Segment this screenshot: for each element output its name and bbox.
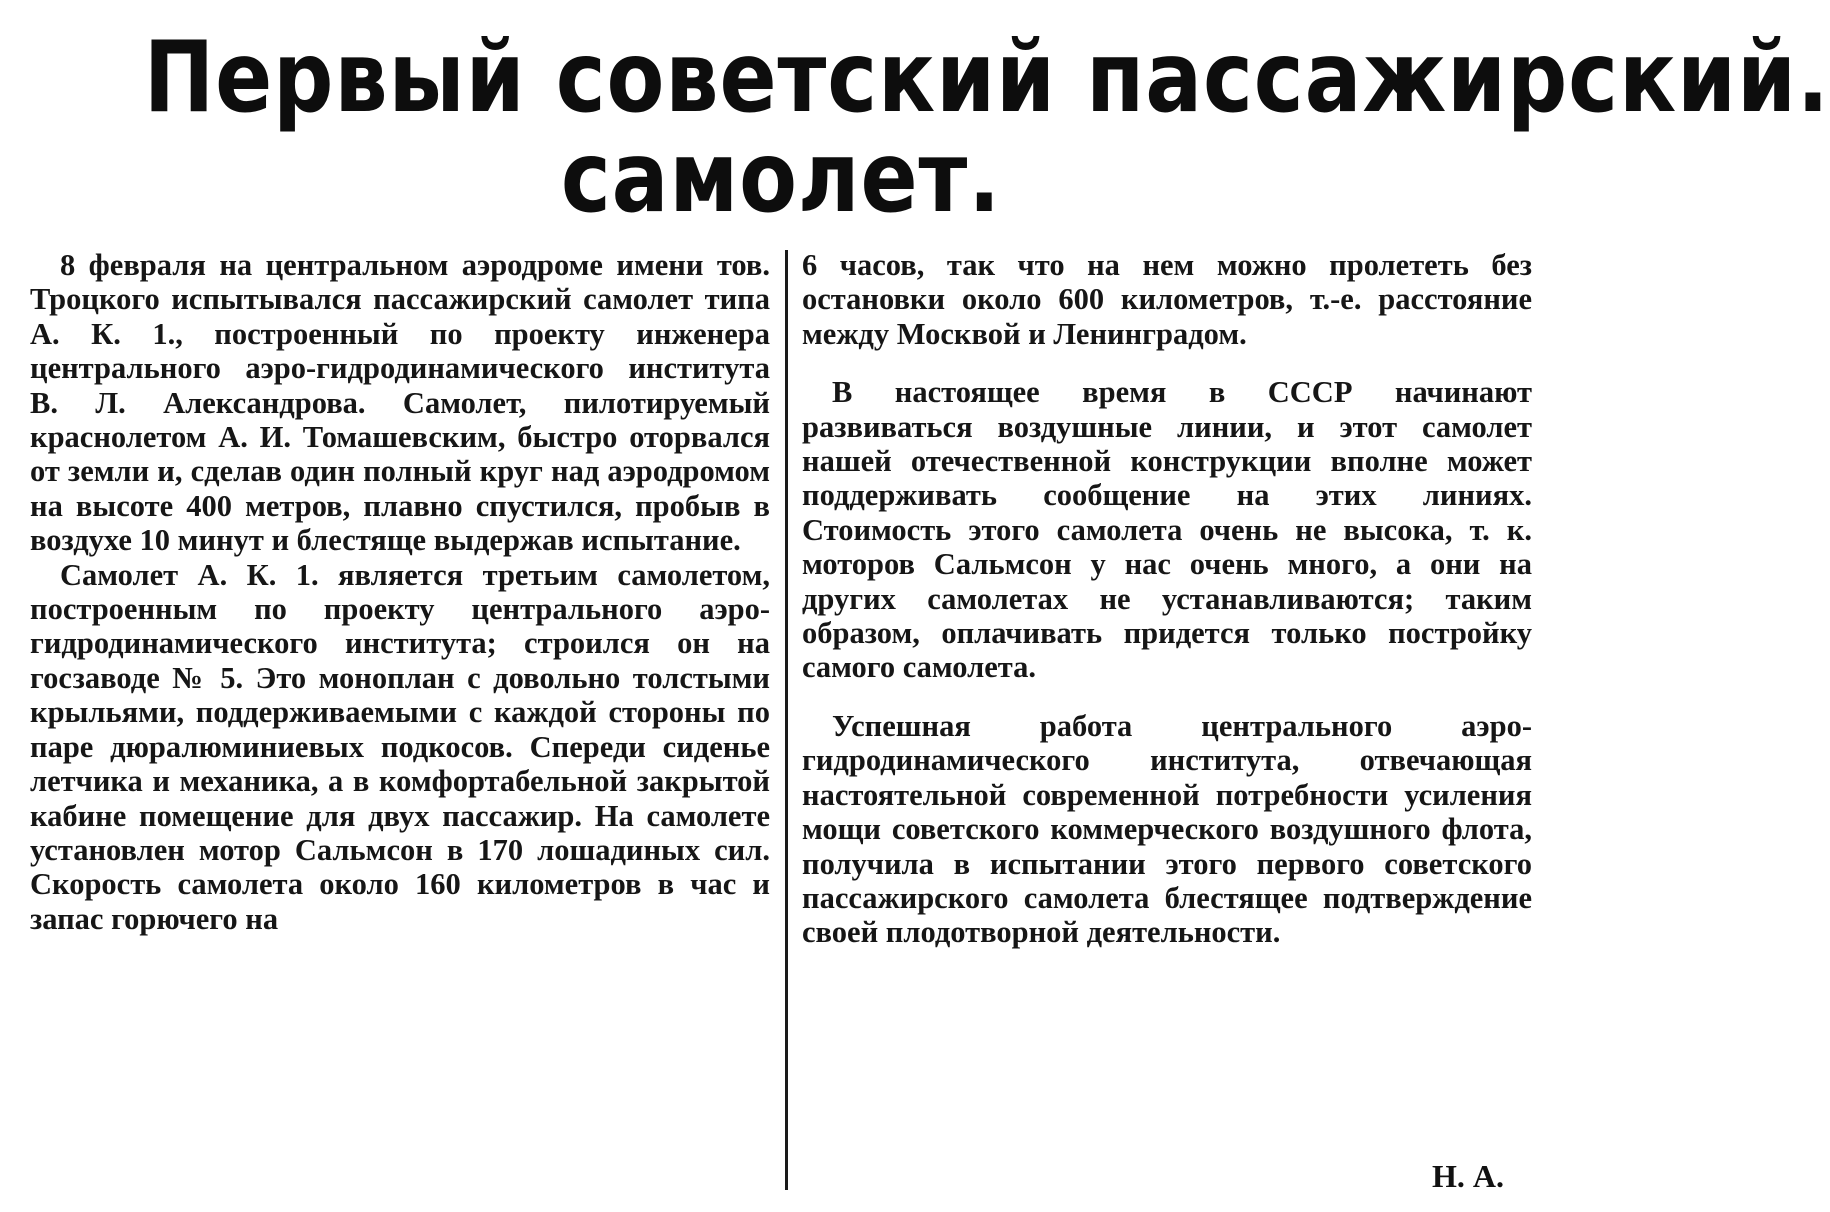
right-paragraph-3: Успешная работа центрального аэро-гидродинамического института, отвечающая настоятельной современной потребности усиления мощи советского коммерческого воздушного флота, получила в испытании этого первого советского пассажирского самолета блестящее подтверждение своей плодотворной деятельности.: [802, 708, 1532, 950]
left-paragraph-1: 8 февраля на центральном аэродроме имени тов. Троцкого испытывался пассажирский самолет типа А. К. 1., построенный по проекту инженера центрального аэро-гидродинамического института В. Л. Александрова. Самолет, пилотируемый краснолетом А. И. Томашевским, быстро оторвался от земли и, сделав один полный круг над аэродромом на высоте 400 метров, плавно спустился, пробыв в воздухе 10 минут и блестяще выдержав испытание.: [30, 248, 770, 558]
column-divider: [785, 250, 788, 1190]
right-column: [802, 248, 1532, 950]
headline-line-2: самолет.: [560, 121, 1002, 235]
right-paragraph-2: В настоящее время в СССР начинают развиваться воздушные линии, и этот самолет нашей отечественной конструкции вполне может поддерживать сообщение на этих линиях. Стоимость этого самолета очень не высока, т. к. моторов Сальмсон у нас очень много, а они на других самолетах не устанавливаются; таким образом, оплачивать придется только постройку самого самолета.: [802, 375, 1532, 685]
left-paragraph-2: Самолет А. К. 1. является третьим самолетом, построенным по проекту центрального аэро-гидродинамического института; строился он на госзаводе № 5. Это моноплан с довольно толстыми крыльями, поддерживаемыми с каждой стороны по паре дюралюминиевых подкосов. Спереди сиденье летчика и механика, а в комфортабельной закрытой кабине помещение для двух пассажир. На самолете установлен мотор Сальмсон в 170 лошадиных сил. Скорость самолета около 160 километров в час и запас горючего на: [30, 557, 770, 936]
right-paragraph-1: 6 часов, так что на нем можно пролететь без остановки около 600 километров, т.-е. расстояние между Москвой и Ленинградом.: [802, 248, 1532, 351]
headline-line-1: Первый советский пассажирский.: [143, 21, 1830, 135]
author-signature: Н. А.: [1432, 1158, 1504, 1194]
left-column: [30, 248, 770, 936]
